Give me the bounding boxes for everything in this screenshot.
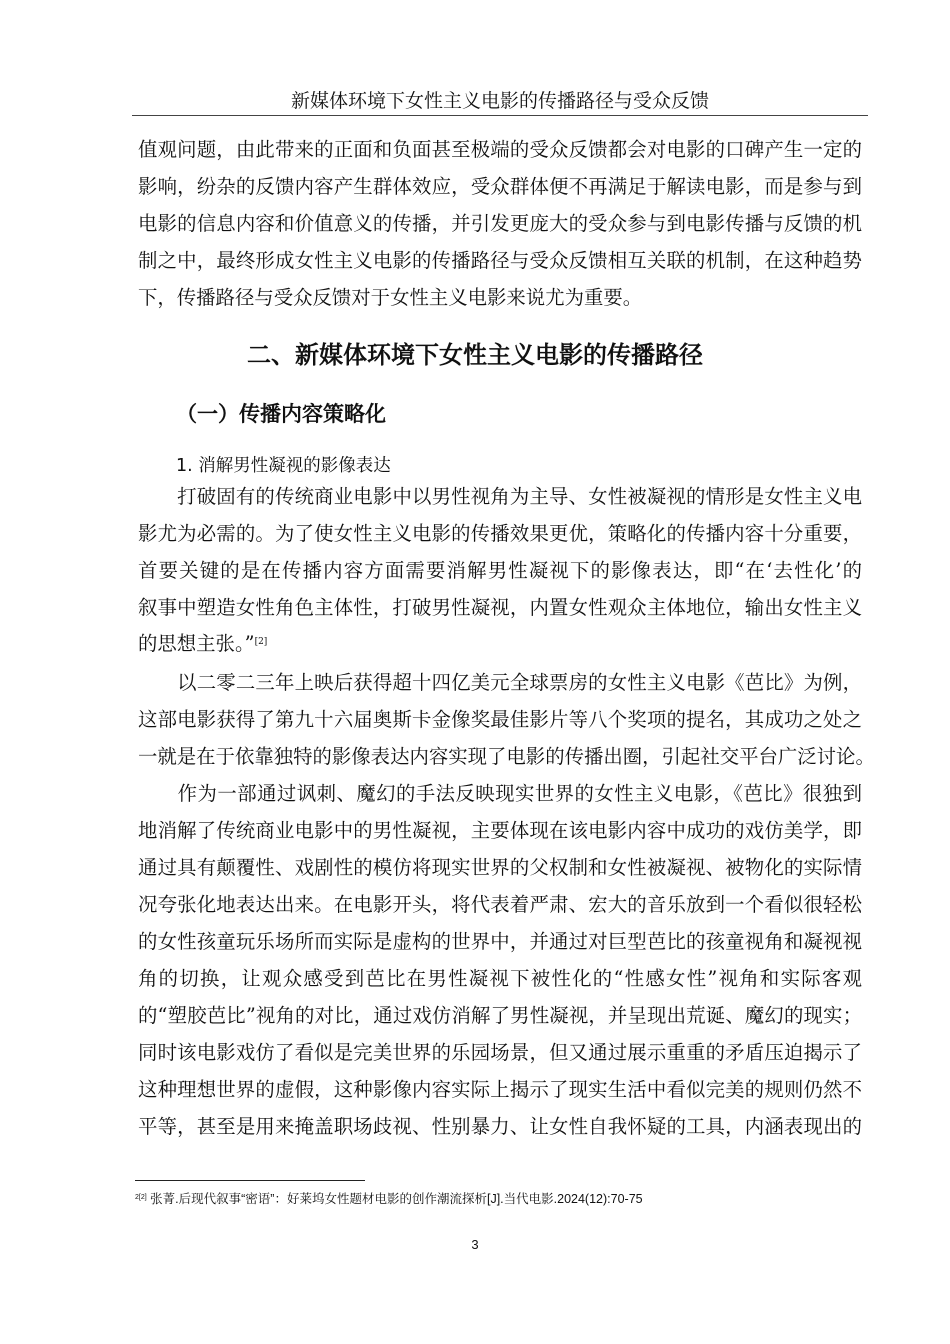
text-line: 的思想主张。” xyxy=(138,632,255,655)
text-line: 角的切换，让观众感受到芭比在男性凝视下被性化的“性感女性”视角和实际客观 xyxy=(138,967,862,990)
page-number: 3 xyxy=(471,1237,479,1252)
text-line: 打破固有的传统商业电影中以男性视角为主导、女性被凝视的情形是女性主义电 xyxy=(138,485,862,508)
text-line: 一就是在于依靠独特的影像表达内容实现了电影的传播出圈，引起社交平台广泛讨论。 xyxy=(138,745,875,768)
text-line: 平等，甚至是用来掩盖职场歧视、性别暴力、让女性自我怀疑的工具，内涵表现出的 xyxy=(138,1115,862,1138)
text-line: 的女性孩童玩乐场所而实际是虚构的世界中，并通过对巨型芭比的孩童视角和凝视视 xyxy=(138,930,862,953)
text-line: 叙事中塑造女性角色主体性，打破男性凝视，内置女性观众主体地位，输出女性主义 xyxy=(138,596,862,619)
section-heading: 二、新媒体环境下女性主义电影的传播路径 xyxy=(247,341,703,369)
footnote xyxy=(135,1189,643,1207)
text-line: 的“塑胶芭比”视角的对比，通过戏仿消解了男性凝视，并呈现出荒诞、魔幻的现实； xyxy=(138,1004,862,1027)
text-line: 以二零二三年上映后获得超十四亿美元全球票房的女性主义电影《芭比》为例， xyxy=(138,671,862,694)
footnote-marker: 2[2] xyxy=(135,1194,147,1201)
text-line: 影响，纷杂的反馈内容产生群体效应，受众群体便不再满足于解读电影，而是参与到 xyxy=(138,175,862,198)
text-line: 这部电影获得了第九十六届奥斯卡金像奖最佳影片等八个奖项的提名，其成功之处之 xyxy=(138,708,862,731)
text-line: 首要关键的是在传播内容方面需要消解男性凝视下的影像表达，即“在‘去性化’的 xyxy=(138,559,862,582)
text-line: 况夸张化地表达出来。在电影开头，将代表着严肃、宏大的音乐放到一个看似很轻松 xyxy=(138,893,862,916)
text-line: 制之中，最终形成女性主义电影的传播路径与受众反馈相互关联的机制，在这种趋势 xyxy=(138,249,862,272)
text-line: 地消解了传统商业电影中的男性凝视，主要体现在该电影内容中成功的戏仿美学，即 xyxy=(138,819,862,842)
text-line: 作为一部通过讽刺、魔幻的手法反映现实世界的女性主义电影，《芭比》很独到 xyxy=(138,782,862,805)
text-line: 下，传播路径与受众反馈对于女性主义电影来说尤为重要。 xyxy=(138,286,643,309)
header-divider xyxy=(132,115,868,116)
text-line: 电影的信息内容和价值意义的传播，并引发更庞大的受众参与到电影传播与反馈的机 xyxy=(138,212,862,235)
subsection-heading: （一）传播内容策略化 xyxy=(176,402,386,426)
text-line: 同时该电影戏仿了看似是完美世界的乐园场景，但又通过展示重重的矛盾压迫揭示了 xyxy=(138,1041,862,1064)
subsubsection-heading: 1. 消解男性凝视的影像表达 xyxy=(176,456,391,476)
footnote-text: 张菁.后现代叙事“密语”：好莱坞女性题材电影的创作潮流探析[J].当代电影.2024(12):70-75 xyxy=(150,1192,643,1206)
text-line: 通过具有颠覆性、戏剧性的模仿将现实世界的父权制和女性被凝视、被物化的实际情 xyxy=(138,856,862,879)
running-header: 新媒体环境下女性主义电影的传播路径与受众反馈 xyxy=(290,90,709,112)
footnote-divider xyxy=(135,1180,365,1181)
text-line: 这种理想世界的虚假，这种影像内容实际上揭示了现实生活中看似完美的规则仍然不 xyxy=(138,1078,862,1101)
text-line: 影尤为必需的。为了使女性主义电影的传播效果更优，策略化的传播内容十分重要， xyxy=(138,522,862,545)
text-line: 值观问题，由此带来的正面和负面甚至极端的受众反馈都会对电影的口碑产生一定的 xyxy=(138,138,862,161)
citation-link[interactable]: [2] xyxy=(254,637,268,647)
